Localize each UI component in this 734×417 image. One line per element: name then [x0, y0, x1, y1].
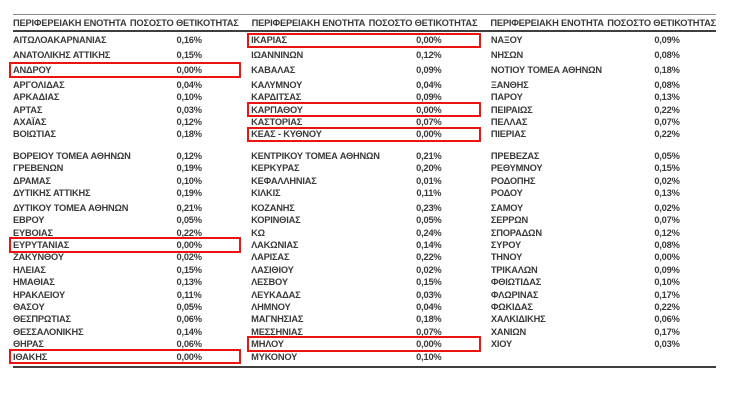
table-row [251, 288, 478, 300]
region-name: ΧΑΛΚΙΔΙΚΗΣ [490, 314, 546, 325]
region-name: ΚΕΑΣ - ΚΥΘΝΟΥ [251, 129, 322, 140]
positivity-value: 0,19% [176, 163, 202, 174]
table-row [491, 49, 716, 61]
region-name: ΣΕΡΡΩΝ [490, 215, 528, 226]
region-name: ΚΑΡΔΙΤΣΑΣ [251, 92, 302, 103]
table-row [251, 79, 478, 91]
table-row [491, 116, 716, 128]
table-row [251, 276, 478, 288]
table-row [13, 103, 238, 115]
positivity-value: 0,17% [654, 326, 680, 337]
table-row [13, 301, 238, 313]
region-name: ΒΟΡΕΙΟΥ ΤΟΜΕΑ ΑΘΗΝΩΝ [13, 150, 131, 161]
region-name: ΚΑΡΠΑΘΟΥ [251, 104, 303, 115]
positivity-value: 0,13% [176, 277, 202, 288]
positivity-value: 0,00% [416, 35, 442, 46]
positivity-value: 0,21% [176, 202, 202, 213]
table-row-highlighted [13, 239, 238, 251]
positivity-value: 0,03% [416, 289, 442, 300]
positivity-value: 0,23% [416, 202, 442, 213]
table-row [251, 150, 478, 162]
table-row [491, 276, 716, 288]
region-name: ΡΟΔΟΠΗΣ [490, 175, 536, 186]
table-row [251, 174, 478, 186]
table-row [13, 116, 238, 128]
positivity-value: 0,13% [654, 187, 680, 198]
table-row [13, 276, 238, 288]
positivity-value: 0,07% [416, 326, 442, 337]
region-name: ΔΥΤΙΚΟΥ ΤΟΜΕΑ ΑΘΗΝΩΝ [13, 202, 129, 213]
header-value-label: ΠΟΣΟΣΤΟ ΘΕΤΙΚΟΤΗΤΑΣ [368, 17, 478, 28]
table-row [491, 264, 716, 276]
positivity-value: 0,18% [416, 314, 442, 325]
table-row [13, 91, 238, 103]
table-row-highlighted [251, 128, 478, 140]
positivity-value: 0,15% [654, 163, 680, 174]
table-row [491, 150, 716, 162]
region-name: ΙΩΑΝΝΙΝΩΝ [251, 50, 303, 61]
table-row [491, 338, 716, 350]
positivity-value: 0,09% [416, 92, 442, 103]
positivity-value: 0,05% [176, 215, 202, 226]
positivity-value: 0,16% [176, 35, 202, 46]
positivity-value: 0,11% [416, 187, 442, 198]
table-row [491, 174, 716, 186]
region-name: ΦΛΩΡΙΝΑΣ [490, 289, 539, 300]
table-row [13, 264, 238, 276]
positivity-value: 0,14% [416, 240, 442, 251]
table-column-3 [491, 32, 716, 365]
positivity-value: 0,04% [176, 79, 202, 90]
table-row-highlighted [13, 350, 238, 362]
table-row [13, 288, 238, 300]
positivity-value: 0,12% [654, 227, 680, 238]
region-name: ΘΗΡΑΣ [13, 339, 44, 350]
table-row [491, 187, 716, 199]
positivity-value: 0,07% [654, 117, 680, 128]
table-row-highlighted [251, 103, 478, 115]
region-name: ΘΑΣΟΥ [13, 302, 45, 312]
header-region-label: ΠΕΡΙΦΕΡΕΙΑΚΗ ΕΝΟΤΗΤΑ [490, 17, 604, 28]
region-name: ΙΘΑΚΗΣ [13, 351, 48, 362]
table-row [491, 79, 716, 91]
region-name: ΕΥΒΟΙΑΣ [13, 227, 53, 238]
positivity-value: 0,10% [176, 175, 202, 186]
region-name: ΑΝΑΤΟΛΙΚΗΣ ΑΤΤΙΚΗΣ [13, 50, 111, 61]
positivity-value: 0,18% [176, 129, 202, 140]
positivity-value: 0,20% [416, 163, 442, 174]
table-row [491, 313, 716, 325]
table-row [491, 202, 716, 214]
header-value-label: ΠΟΣΟΣΤΟ ΘΕΤΙΚΟΤΗΤΑΣ [129, 17, 239, 28]
positivity-value: 0,07% [654, 215, 680, 226]
positivity-value: 0,22% [654, 302, 680, 312]
region-name: ΦΩΚΙΔΑΣ [490, 302, 533, 312]
table-row [491, 162, 716, 174]
table-row [251, 264, 478, 276]
table-row [13, 338, 238, 350]
positivity-value: 0,02% [654, 202, 680, 213]
region-name: ΛΗΜΝΟΥ [251, 302, 291, 312]
region-name: ΝΑΞΟΥ [490, 35, 523, 46]
table-row [251, 202, 478, 214]
region-name: ΚΟΡΙΝΘΙΑΣ [251, 215, 301, 226]
table-row [491, 34, 716, 46]
region-name: ΞΑΝΘΗΣ [490, 79, 529, 90]
table-row-highlighted [251, 338, 478, 350]
region-name: ΣΠΟΡΑΔΩΝ [490, 227, 542, 238]
positivity-value: 0,06% [176, 314, 202, 325]
table-row [13, 49, 238, 61]
region-name: ΧΙΟΥ [490, 339, 512, 350]
region-name: ΚΑΒΑΛΑΣ [251, 64, 296, 75]
region-name: ΚΕΦΑΛΛΗΝΙΑΣ [251, 175, 317, 186]
region-name: ΠΕΛΛΑΣ [490, 117, 528, 128]
header-region-label: ΠΕΡΙΦΕΡΕΙΑΚΗ ΕΝΟΤΗΤΑ [13, 17, 127, 28]
table-row [491, 226, 716, 238]
region-name: ΛΑΣΙΘΙΟΥ [251, 264, 294, 275]
region-name: ΜΕΣΣΗΝΙΑΣ [251, 326, 303, 337]
positivity-value: 0,14% [176, 326, 202, 337]
positivity-value: 0,03% [654, 339, 680, 350]
table-row [251, 251, 478, 263]
positivity-value: 0,15% [416, 277, 442, 288]
table-row [251, 326, 478, 338]
region-name: ΣΥΡΟΥ [490, 240, 521, 251]
table-row [251, 64, 478, 76]
region-name: ΑΡΚΑΔΙΑΣ [13, 92, 60, 103]
table-row [491, 288, 716, 300]
table-row [491, 326, 716, 338]
positivity-value: 0,10% [654, 277, 680, 288]
table-bottom-rule [13, 366, 716, 368]
table-row [13, 34, 238, 46]
region-name: ΠΕΙΡΑΙΩΣ [490, 104, 533, 115]
region-name: ΛΑΡΙΣΑΣ [251, 252, 290, 263]
table-row [251, 226, 478, 238]
positivity-value: 0,22% [654, 129, 680, 140]
table-row [13, 128, 238, 140]
region-name: ΑΝΔΡΟΥ [13, 64, 52, 75]
region-name: ΑΧΑΪΑΣ [13, 117, 47, 128]
positivity-value: 0,12% [176, 150, 202, 161]
positivity-value: 0,10% [176, 92, 202, 103]
region-name: ΗΡΑΚΛΕΙΟΥ [13, 289, 66, 300]
positivity-value: 0,09% [654, 264, 680, 275]
table-row [491, 91, 716, 103]
region-name: ΝΟΤΙΟΥ ΤΟΜΕΑ ΑΘΗΝΩΝ [490, 64, 602, 75]
positivity-value: 0,15% [176, 50, 202, 61]
region-name: ΑΡΓΟΛΙΔΑΣ [13, 79, 65, 90]
header-region-label: ΠΕΡΙΦΕΡΕΙΑΚΗ ΕΝΟΤΗΤΑ [251, 17, 366, 28]
region-name: ΤΡΙΚΑΛΩΝ [490, 264, 538, 275]
table-row [491, 128, 716, 140]
positivity-value: 0,08% [654, 240, 680, 251]
positivity-value: 0,08% [654, 50, 680, 61]
positivity-value: 0,05% [176, 302, 202, 312]
table-column-2 [251, 32, 478, 365]
region-name: ΡΟΔΟΥ [490, 187, 523, 198]
region-name: ΝΗΣΩΝ [490, 50, 524, 61]
region-name: ΛΕΥΚΑΔΑΣ [251, 289, 301, 300]
region-name: ΚΑΣΤΟΡΙΑΣ [251, 117, 303, 128]
table-row [491, 64, 716, 76]
positivity-value: 0,05% [416, 215, 442, 226]
table-row [13, 251, 238, 263]
table-row [491, 103, 716, 115]
region-name: ΕΥΡΥΤΑΝΙΑΣ [13, 240, 70, 251]
table-row [13, 162, 238, 174]
positivity-value: 0,00% [416, 339, 442, 350]
positivity-value: 0,09% [416, 64, 442, 75]
region-name: ΚΩ [251, 227, 265, 238]
table-row [13, 226, 238, 238]
region-name: ΚΕΡΚΥΡΑΣ [251, 163, 300, 174]
region-name: ΜΥΚΟΝΟΥ [251, 351, 298, 362]
positivity-value: 0,11% [176, 289, 202, 300]
table-header-pair-2 [252, 15, 478, 30]
table-row [491, 239, 716, 251]
positivity-value: 0,00% [176, 240, 202, 251]
table-row [13, 313, 238, 325]
region-name: ΣΑΜΟΥ [490, 202, 524, 213]
positivity-value: 0,02% [654, 175, 680, 186]
region-name: ΚΙΛΚΙΣ [251, 187, 281, 198]
region-name: ΒΟΙΩΤΙΑΣ [13, 129, 56, 140]
region-name: ΠΡΕΒΕΖΑΣ [490, 150, 540, 161]
region-name: ΛΕΣΒΟΥ [251, 277, 288, 288]
table-row [251, 49, 478, 61]
table-row [251, 116, 478, 128]
positivity-value: 0,09% [654, 35, 680, 46]
positivity-value: 0,00% [416, 129, 442, 140]
positivity-table [13, 14, 716, 368]
region-name: ΑΙΤΩΛΟΑΚΑΡΝΑΝΙΑΣ [13, 35, 107, 46]
region-name: ΕΒΡΟΥ [13, 215, 45, 226]
positivity-value: 0,22% [176, 227, 202, 238]
table-header-pair-1 [13, 15, 239, 30]
region-name: ΔΥΤΙΚΗΣ ΑΤΤΙΚΗΣ [13, 187, 91, 198]
positivity-value: 0,15% [176, 264, 202, 275]
table-row [13, 187, 238, 199]
region-name: ΔΡΑΜΑΣ [13, 175, 51, 186]
region-name: ΚΕΝΤΡΙΚΟΥ ΤΟΜΕΑ ΑΘΗΝΩΝ [251, 150, 380, 161]
positivity-value: 0,02% [416, 264, 442, 275]
positivity-value: 0,04% [416, 79, 442, 90]
region-name: ΖΑΚΥΝΘΟΥ [13, 252, 64, 263]
positivity-value: 0,22% [416, 252, 442, 263]
positivity-value: 0,10% [416, 351, 442, 362]
positivity-value: 0,22% [654, 104, 680, 115]
table-row [251, 214, 478, 226]
region-name: ΘΕΣΠΡΩΤΙΑΣ [13, 314, 71, 325]
region-name: ΙΚΑΡΙΑΣ [251, 35, 287, 46]
positivity-value: 0,01% [416, 175, 442, 186]
table-row [13, 214, 238, 226]
positivity-value: 0,00% [416, 104, 442, 115]
table-row [13, 174, 238, 186]
table-row-highlighted [251, 34, 478, 46]
region-name: ΗΛΕΙΑΣ [13, 264, 46, 275]
region-name: ΤΗΝΟΥ [490, 252, 523, 263]
table-row [13, 202, 238, 214]
positivity-value: 0,12% [176, 117, 202, 128]
region-name: ΠΑΡΟΥ [490, 92, 523, 103]
region-name: ΠΙΕΡΙΑΣ [490, 129, 527, 140]
table-column-1 [13, 32, 238, 365]
region-name: ΡΕΘΥΜΝΟΥ [490, 163, 543, 174]
positivity-value: 0,13% [654, 92, 680, 103]
table-row-highlighted [13, 64, 238, 76]
positivity-value: 0,03% [176, 104, 202, 115]
table-row [251, 301, 478, 313]
positivity-value: 0,00% [176, 351, 202, 362]
region-name: ΚΑΛΥΜΝΟΥ [251, 79, 303, 90]
region-name: ΑΡΤΑΣ [13, 104, 43, 115]
positivity-value: 0,02% [176, 252, 202, 263]
positivity-value: 0,12% [416, 50, 442, 61]
positivity-value: 0,05% [654, 150, 680, 161]
table-header-row [13, 15, 716, 30]
positivity-value: 0,00% [654, 252, 680, 263]
positivity-value: 0,18% [654, 64, 680, 75]
positivity-value: 0,06% [176, 339, 202, 350]
table-row [251, 350, 478, 362]
table-row [13, 79, 238, 91]
table-row [251, 313, 478, 325]
table-row [251, 162, 478, 174]
region-name: ΚΟΖΑΝΗΣ [251, 202, 295, 213]
table-row [251, 91, 478, 103]
table-row [13, 326, 238, 338]
table-row [491, 301, 716, 313]
table-row [491, 251, 716, 263]
positivity-value: 0,00% [176, 64, 202, 75]
positivity-value: 0,24% [416, 227, 442, 238]
region-name: ΓΡΕΒΕΝΩΝ [13, 163, 64, 174]
positivity-value: 0,06% [654, 314, 680, 325]
positivity-value: 0,17% [654, 289, 680, 300]
region-name: ΧΑΝΙΩΝ [490, 326, 527, 337]
table-row [13, 150, 238, 162]
region-name: ΦΘΙΩΤΙΔΑΣ [490, 277, 542, 288]
positivity-value: 0,04% [416, 302, 442, 312]
table-row [251, 239, 478, 251]
header-value-label: ΠΟΣΟΣΤΟ ΘΕΤΙΚΟΤΗΤΑΣ [607, 17, 716, 28]
region-name: ΜΗΛΟΥ [251, 339, 284, 350]
region-name: ΛΑΚΩΝΙΑΣ [251, 240, 299, 251]
table-body [13, 32, 716, 365]
table-row [251, 187, 478, 199]
table-row [491, 214, 716, 226]
region-name: ΜΑΓΝΗΣΙΑΣ [251, 314, 304, 325]
region-name: ΗΜΑΘΙΑΣ [13, 277, 55, 288]
positivity-value: 0,19% [176, 187, 202, 198]
positivity-value: 0,21% [416, 150, 442, 161]
positivity-value: 0,07% [416, 117, 442, 128]
positivity-value: 0,08% [654, 79, 680, 90]
region-name: ΘΕΣΣΑΛΟΝΙΚΗΣ [13, 326, 84, 337]
table-header-pair-3 [490, 15, 716, 30]
